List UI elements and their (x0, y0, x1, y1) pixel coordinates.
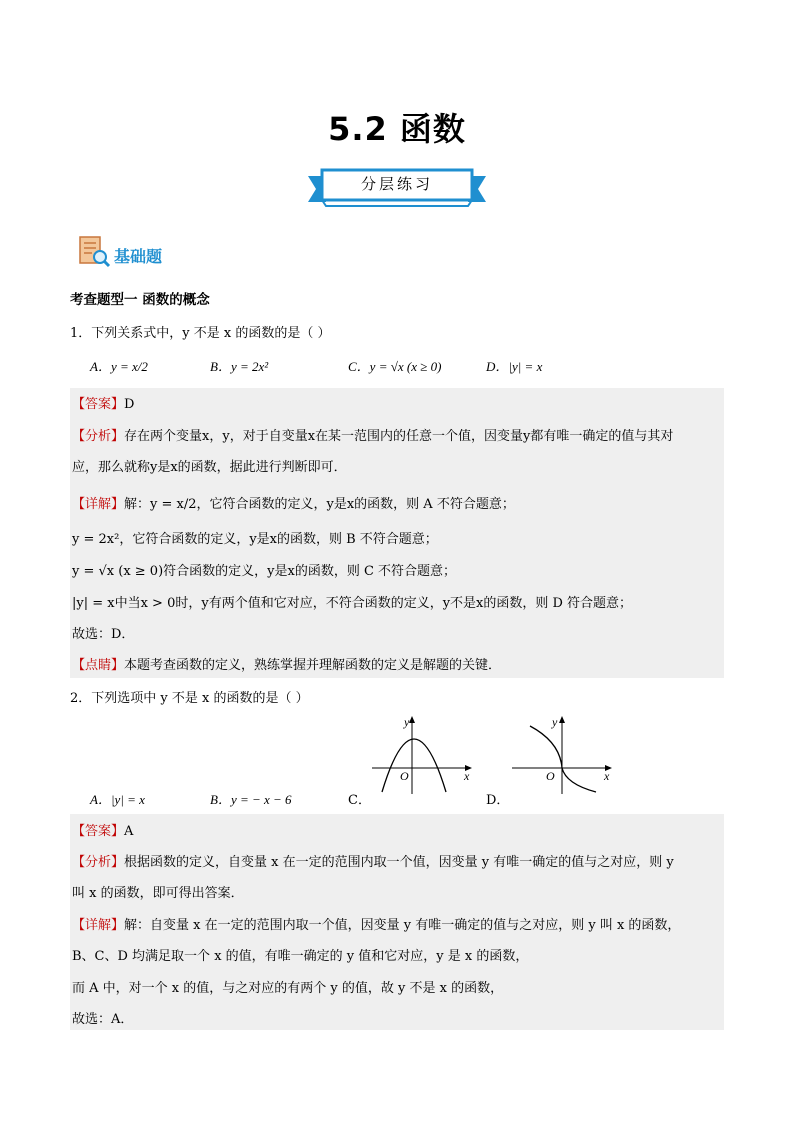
point-tag: 【点睛】 (72, 658, 125, 673)
ribbon-label: 分层练习 (360, 175, 433, 193)
q1-detail-line-2: y = 2x²，它符合函数的定义，y是x的函数，则 B 不符合题意； (72, 532, 438, 547)
q1-detail-line-1 (72, 493, 515, 512)
analysis-text: 根据函数的定义，自变量 x 在一定的范围内取一个值，因变量 y 有唯一确定的值与之对应，则 y (124, 855, 674, 870)
q2-stem: 2．下列选项中 y 不是 x 的函数的是（ ） (70, 691, 309, 706)
q2-detail-line-3: 而 A 中，对一个 x 的值，与之对应的有两个 y 的值，故 y 不是 x 的函数， (72, 981, 504, 996)
q2-answer (72, 820, 133, 839)
q1-answer (72, 393, 134, 412)
detail-text: 解：y = x/2，它符合函数的定义，y是x的函数，则 A 不符合题意； (124, 497, 515, 512)
analysis-tag: 【分析】 (72, 429, 125, 444)
q2-option-c: C． (348, 793, 371, 808)
analysis-tag: 【分析】 (72, 855, 125, 870)
detail-text: 解：自变量 x 在一定的范围内取一个值，因变量 y 有唯一确定的值与之对应，则 y 叫 x 的函数， (124, 918, 681, 933)
graph-c-origin: O (400, 769, 409, 783)
section-label: 基础题 (114, 247, 163, 266)
answer-tag: 【答案】 (72, 397, 125, 412)
answer-value: A (124, 824, 134, 839)
graph-d-axis-x: x (604, 769, 610, 783)
q1-option-d: D．|y| = x (486, 359, 543, 374)
q1-detail-line-4: |y| = x中当x > 0时，y有两个值和它对应，不符合函数的定义，y不是x的函数，则 D 符合题意； (72, 596, 633, 611)
analysis-text: 存在两个变量x，y，对于自变量x在某一范围内的任意一个值，因变量y都有唯一确定的值与其对 (124, 429, 674, 444)
q1-analysis-line-1 (72, 425, 673, 444)
book-magnifier-icon (76, 233, 112, 269)
q2-option-d: D． (486, 793, 510, 808)
q2-detail-line-4: 故选：A． (72, 1012, 134, 1027)
question-type-heading: 考查题型一 函数的概念 (70, 292, 210, 308)
q2-detail-line-2: B、C、D 均满足取一个 x 的值，有唯一确定的 y 值和它对应，y 是 x 的函数， (72, 949, 529, 964)
q1-option-a: A．y = x/2 (90, 359, 148, 374)
graph-d-origin: O (546, 769, 555, 783)
q1-analysis-line-2: 应，那么就称y是x的函数，据此进行判断即可． (72, 460, 347, 475)
q1-detail-line-5: 故选：D． (72, 627, 135, 642)
q2-analysis-line-2: 叫 x 的函数，即可得出答案． (72, 886, 244, 901)
q2-analysis-line-1 (72, 851, 674, 870)
answer-tag: 【答案】 (72, 824, 125, 839)
q1-detail-line-3: y = √x (x ≥ 0)符合函数的定义，y是x的函数，则 C 不符合题意； (72, 564, 457, 579)
q1-stem: 1．下列关系式中，y 不是 x 的函数的是（ ） (70, 326, 331, 341)
q2-option-a: A．|y| = x (90, 792, 145, 807)
q2-graph-d-curve (508, 712, 618, 796)
q1-point (72, 654, 501, 673)
answer-value: D (124, 397, 135, 412)
q2-option-b: B．y = − x − 6 (210, 792, 292, 807)
page-title: 5.2 函数 (328, 110, 466, 148)
detail-tag: 【详解】 (72, 918, 125, 933)
q2-graph-c-parabola (368, 712, 478, 796)
point-text: 本题考查函数的定义，熟练掌握并理解函数的定义是解题的关键． (124, 658, 502, 673)
detail-tag: 【详解】 (72, 497, 125, 512)
q1-option-b: B．y = 2x² (210, 359, 269, 374)
graph-c-axis-x: x (464, 769, 470, 783)
q1-option-c: C．y = √x (x ≥ 0) (348, 359, 442, 374)
graph-c-axis-y: y (404, 715, 410, 729)
q2-detail-line-1 (72, 914, 680, 933)
graph-d-axis-y: y (552, 715, 558, 729)
